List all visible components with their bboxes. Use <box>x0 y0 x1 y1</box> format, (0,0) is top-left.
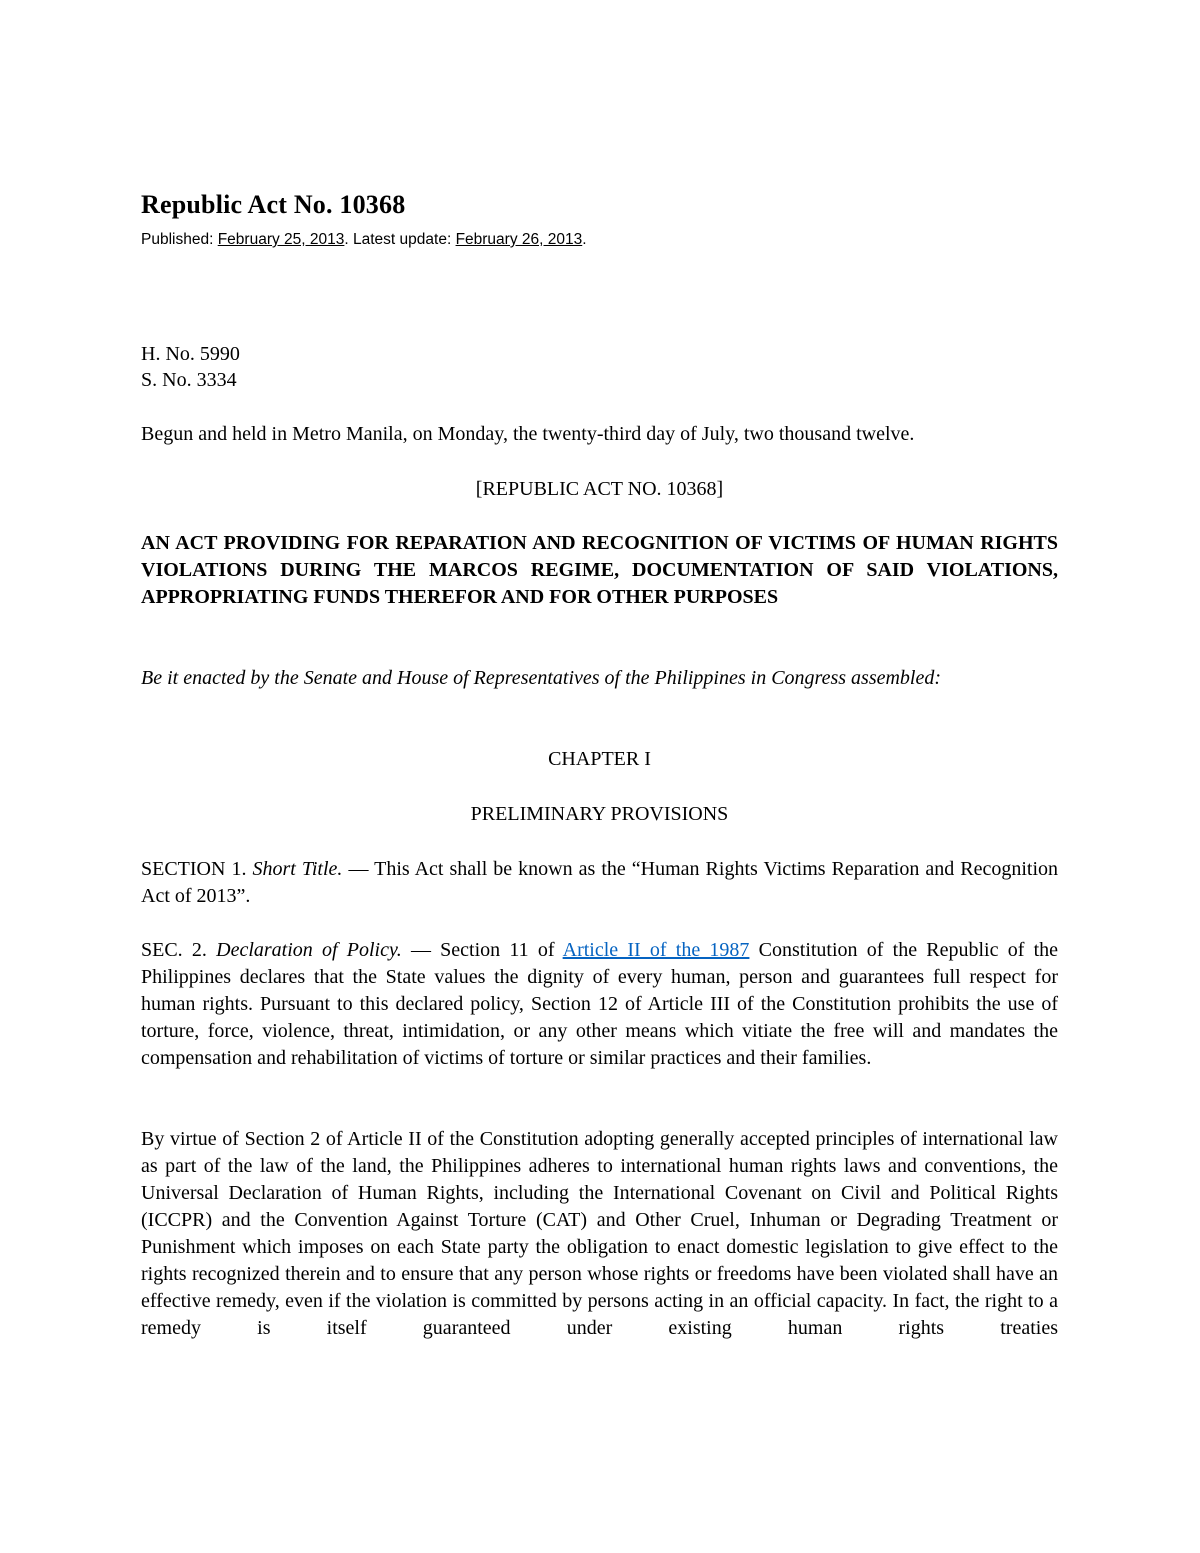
enacting-clause: Be it enacted by the Senate and House of Representatives of the Philippines in Congress assembled: <box>141 667 942 689</box>
section-2 <box>141 937 1058 1072</box>
publication-line: Published: February 25, 2013. Latest update: February 26, 2013. <box>141 231 587 248</box>
section-2-text-before-link: — Section 11 of <box>410 939 555 961</box>
section-1-text: — This Act shall be known as the “Human Rights Victims Reparation and Recognition Act of 2013”. <box>141 858 1059 907</box>
session-statement: Begun and held in Metro Manila, on Monday, the twenty-third day of July, two thousand twelve. <box>141 423 915 445</box>
section-2-heading: Declaration of Policy. <box>216 939 402 961</box>
chapter-number: CHAPTER I <box>548 748 651 770</box>
document-title: Republic Act No. 10368 <box>141 190 406 219</box>
latest-update-label: Latest update: <box>353 231 452 248</box>
latest-update-date: February 26, 2013 <box>455 231 583 248</box>
published-date: February 25, 2013 <box>217 231 345 248</box>
section-2-text-after-link: Constitution of the Republic of the Philippines declares that the State values the dignity of every human, person and guarantees full respect for human rights. Pursuant to this declared policy, Section 12 of Article III of the Constitution prohibits the use of torture, force, violence, threat, intimidation, or any other means which vitiate the free will and mandates the compensation and rehabilitation of victims of torture or similar practices and their families. <box>141 939 1059 1069</box>
constitution-article-link[interactable]: Article II of the 1987 <box>562 939 750 961</box>
act-title: AN ACT PROVIDING FOR REPARATION AND RECOGNITION OF VICTIMS OF HUMAN RIGHTS VIOLATIONS DURING THE MARCOS REGIME, DOCUMENTATION OF SAID VIOLATIONS, APPROPRIATING FUNDS THEREFOR AND FOR OTHER PURPOSES <box>141 532 1058 608</box>
house-bill-number: H. No. 5990 <box>141 343 240 365</box>
international-law-paragraph: By virtue of Section 2 of Article II of the Constitution adopting generally accepted principles of international law as part of the law of the land, the Philippines adheres to international human rights laws and conventions, the Universal Declaration of Human Rights, including the International Covenant on Civil and Political Rights (ICCPR) and the Convention Against Torture (CAT) and Other Cruel, Inhuman or Degrading Treatment or Punishment which imposes on each State party the obligation to enact domestic legislation to give effect to the rights recognized therein and to ensure that any person whose rights or freedoms have been violated shall have an effective remedy, even if the violation is committed by persons acting in an official capacity. In fact, the right to a remedy is itself guaranteed under existing human rights treaties <box>141 1128 1058 1339</box>
senate-bill-number: S. No. 3334 <box>141 369 237 391</box>
republic-act-heading: [REPUBLIC ACT NO. 10368] <box>475 478 724 500</box>
section-1-prefix: SECTION 1. <box>141 858 247 880</box>
section-1-heading: Short Title. <box>252 858 343 880</box>
section-2-prefix: SEC. 2. <box>141 939 207 961</box>
chapter-name: PRELIMINARY PROVISIONS <box>470 803 729 825</box>
section-1 <box>141 856 1058 910</box>
published-label: Published: <box>141 231 214 248</box>
